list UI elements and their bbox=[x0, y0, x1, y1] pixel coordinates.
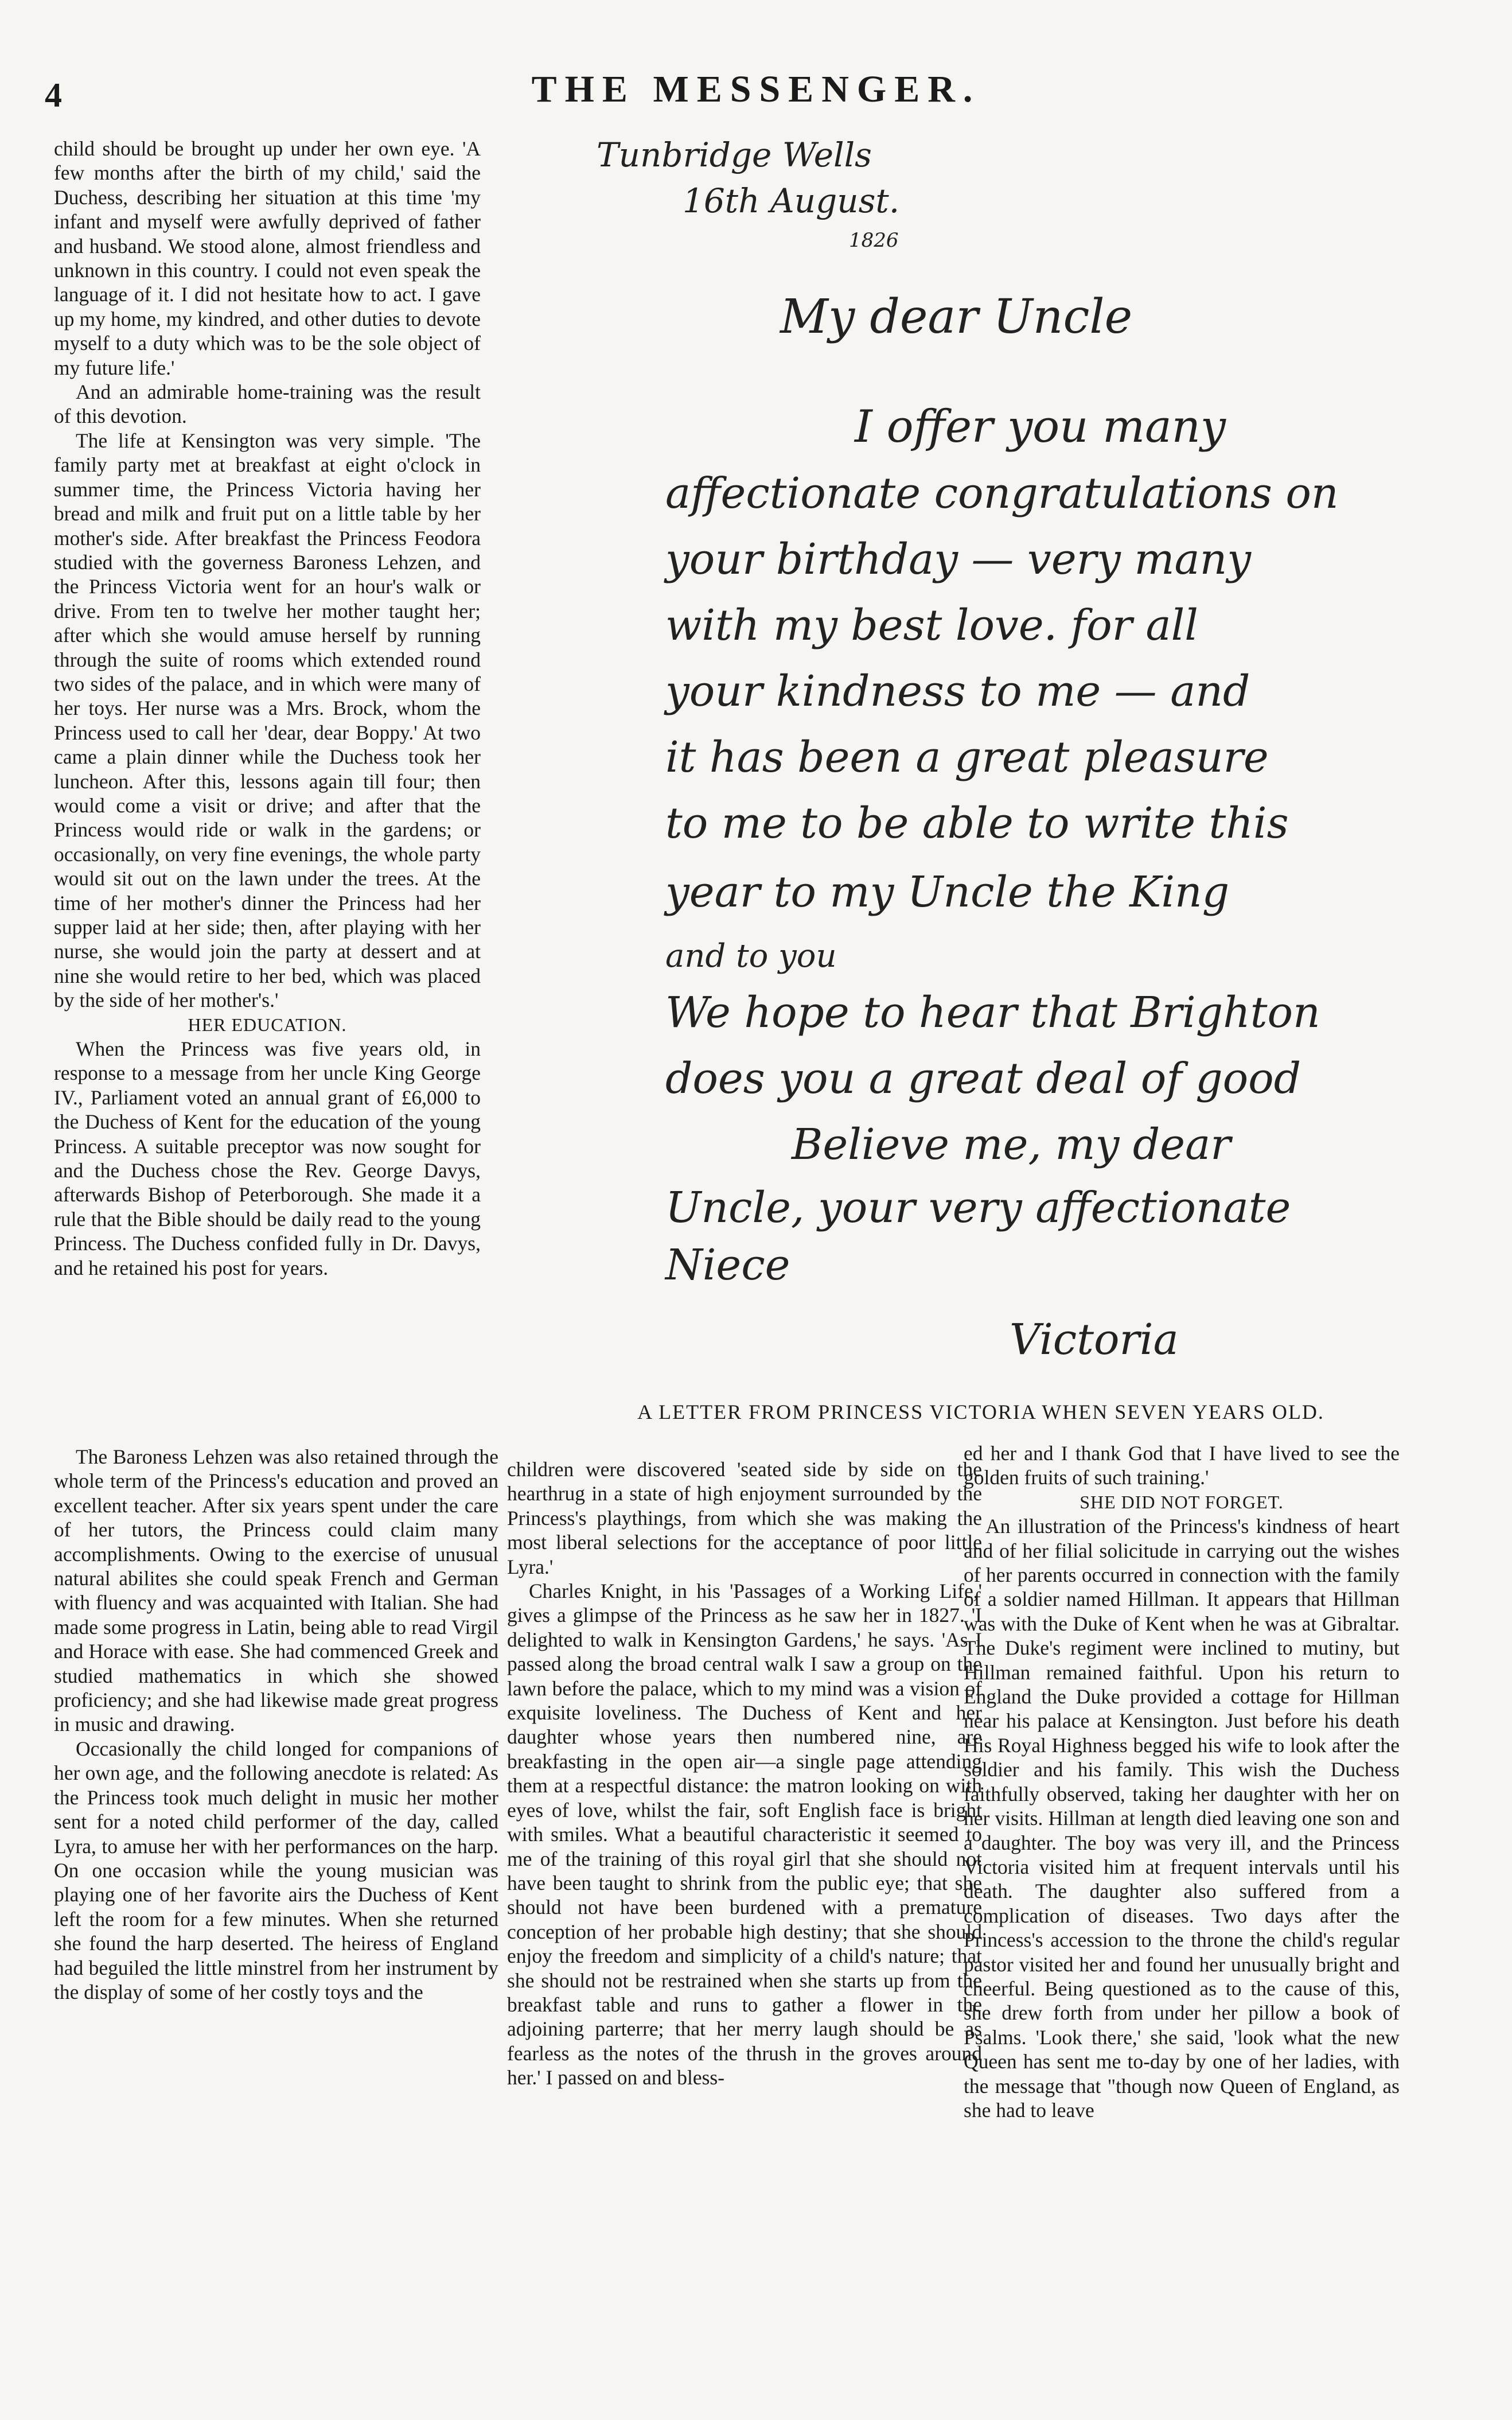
letter-line: We hope to hear that Brighton bbox=[665, 988, 1320, 1037]
letter-line: Believe me, my dear bbox=[792, 1120, 1231, 1169]
paragraph: The Baroness Lehzen was also retained through the whole term of the Princess's education and proved an excellent teacher. After six years spent under the care of her tutors, the Princess could claim many accomplishments. Owing to the exercise of unusual natural abilites she could speak French and German with fluency and was acquainted with Italian. She had made some progress in Latin, being able to read Virgil and Horace with ease. She had commenced Greek and studied mathematics in which she showed proficiency; and she had likewise made great progress in music and drawing. bbox=[54, 1445, 498, 1736]
page-number: 4 bbox=[45, 76, 62, 114]
section-heading: SHE DID NOT FORGET. bbox=[1080, 1491, 1284, 1512]
paragraph: ed her and I thank God that I have lived to see the golden fruits of such training.' bbox=[964, 1442, 1400, 1489]
section-heading: HER EDUCATION. bbox=[188, 1014, 347, 1035]
letter-caption: A LETTER FROM PRINCESS VICTORIA WHEN SEVEN YEARS OLD. bbox=[637, 1400, 1324, 1423]
paragraph: Charles Knight, in his 'Passages of a Working Life,' gives a glimpse of the Princess as he saw her in 1827. 'I delighted to walk in Kensington Gardens,' he says. 'As I passed along the broad central walk I saw a group on the lawn before the palace, which to my mind was a vision of exquisite loveliness. The Duchess of Kent and her daughter whose years then numbered nine, are breakfasting in the open air—a single page attending them at a respectful distance: the matron looking on with eyes of love, whilst the fair, soft English face is bright with smiles. What a beautiful characteristic it seemed to me of the training of this royal girl that she should not have been taught to shrink from the public eye; that she should not have been burdened with a premature conception of her probable high destiny; that she should enjoy the freedom and simplicity of a child's nature; that she should not be restrained when she starts up from the breakfast table and runs to gather a flower in the adjoining parterre; that her merry laugh should be as fearless as the notes of the thrush in the groves around her.' I passed on and bless- bbox=[507, 1579, 982, 2090]
letter-line: Uncle, your very affectionate bbox=[665, 1183, 1291, 1232]
masthead-title: THE MESSENGER. bbox=[531, 68, 981, 110]
letter-line: Tunbridge Wells bbox=[597, 135, 872, 174]
paragraph: When the Princess was five years old, in response to a message from her uncle King George IV., Parliament voted an annual grant of £6,000 to the Duchess of Kent for the education of the young Princess. A suitable preceptor was now sought for and the Duchess chose the Rev. George Davys, afterwards Bishop of Peterborough. She made it a rule that the Bible should be daily read to the young Princess. The Duchess confided fully in Dr. Davys, and he retained his post for years. bbox=[54, 1037, 481, 1279]
letter-line: year to my Uncle the King bbox=[665, 867, 1230, 917]
letter-line: My dear Uncle bbox=[780, 290, 1133, 344]
letter-signature: Victoria bbox=[1010, 1315, 1179, 1364]
paragraph: The life at Kensington was very simple. 'The family party met at breakfast at eight o'clock in summer time, the Princess Victoria having her bread and milk and fruit put on a little table by her mother's side. After breakfast the Princess Feodora studied with the governess Baroness Lehzen, and the Princess Victoria went for an hour's walk or drive. From ten to twelve her mother taught her; after which she would amuse herself by running through the suite of rooms which extended round two sides of the palace, and in which were many of her toys. Her nurse was a Mrs. Brock, whom the Princess used to call her 'dear, dear Boppy.' At two came a plain dinner while the Duchess took her luncheon. After this, lessons again till four; then would come a visit or drive; and after that the Princess would ride or walk in the gardens; or occasionally, on very fine evenings, the whole party would sit out on the lawn under the trees. At the time of her mother's dinner the Princess had her supper laid at her side; then, after playing with her nurse, she would join the party at dessert and at nine she would retire to her bed, which was placed by the side of her mother's.' bbox=[54, 429, 481, 1012]
letter-line: I offer you many bbox=[855, 401, 1226, 453]
paragraph: child should be brought up under her own eye. 'A few months after the birth of my child,' said the Duchess, describing her situation at this time 'my infant and myself were awfully deprived of father and husband. We stood alone, almost friendless and unknown in this country. I could not even speak the language of it. I did not hesitate how to act. I gave up my home, my kindred, and other duties to devote myself to a duty which was to be the sole object of my future life.' bbox=[54, 137, 481, 379]
letter-line: with my best love. for all bbox=[665, 601, 1198, 650]
letter-line: and to you bbox=[665, 937, 837, 975]
letter-svg bbox=[551, 126, 1423, 1377]
letter-line: 16th August. bbox=[683, 181, 900, 220]
middle-column bbox=[507, 1457, 982, 2090]
left-column-top bbox=[54, 137, 481, 1280]
left-column-bottom bbox=[54, 1445, 498, 2004]
letter-line: 1826 bbox=[849, 229, 899, 252]
letter-line: to me to be able to write this bbox=[665, 799, 1289, 848]
letter-line: it has been a great pleasure bbox=[665, 733, 1269, 782]
paragraph: children were discovered 'seated side by side on the hearthrug in a state of high enjoyment surrounded by the Princess's playthings, from which she was making the most liberal selections for the acceptance of poor little Lyra.' bbox=[507, 1458, 982, 1578]
letter-line: does you a great deal of good bbox=[665, 1054, 1301, 1103]
right-column bbox=[964, 1441, 1400, 2122]
paragraph: And an admirable home-training was the result of this devotion. bbox=[54, 380, 481, 428]
letter-line: affectionate congratulations on bbox=[665, 469, 1339, 518]
letter-line: your birthday — very many bbox=[665, 535, 1252, 584]
paragraph: An illustration of the Princess's kindness of heart and of her filial solicitude in carrying out the wishes of her parents occurred in connection with the family of a soldier named Hillman. It appears that Hillman was with the Duke of Kent when he was at Gibraltar. The Duke's regiment were inclined to mutiny, but Hillman remained faithful. Upon his return to England the Duke provided a cottage for Hillman near his palace at Kensington. Just before his death His Royal Highness begged his wife to look after the soldier and his family. This wish the Duchess faithfully observed, taking her daughter with her on her visits. Hillman at length died leaving one son and a daughter. The boy was very ill, and the Princess Victoria visited him at frequent intervals until his death. The daughter also suffered from a complication of diseases. Two days after the Princess's accession to the throne the child's regular pastor visited her and found her unusually bright and cheerful. Being questioned as to the cause of this, she drew forth from under her pillow a book of Psalms. 'Look there,' she said, 'look what the new Queen has sent me to-day by one of her ladies, with the message that "though now Queen of England, as she had to leave bbox=[964, 1515, 1400, 2122]
letter-line: Niece bbox=[665, 1240, 790, 1290]
handwritten-letter-facsimile bbox=[551, 126, 1423, 1377]
paragraph: Occasionally the child longed for companions of her own age, and the following anecdote is related: As the Princess took much delight in music her mother sent for a noted child performer of the day, called Lyra, to amuse her with her performances on the harp. On one occasion while the young musician was playing one of her favorite airs the Duchess of Kent left the room for a few minutes. When she returned she found the harp deserted. The heiress of England had beguiled the little minstrel from her instrument by the display of some of her costly toys and the bbox=[54, 1737, 498, 2003]
letter-line: your kindness to me — and bbox=[665, 667, 1250, 716]
